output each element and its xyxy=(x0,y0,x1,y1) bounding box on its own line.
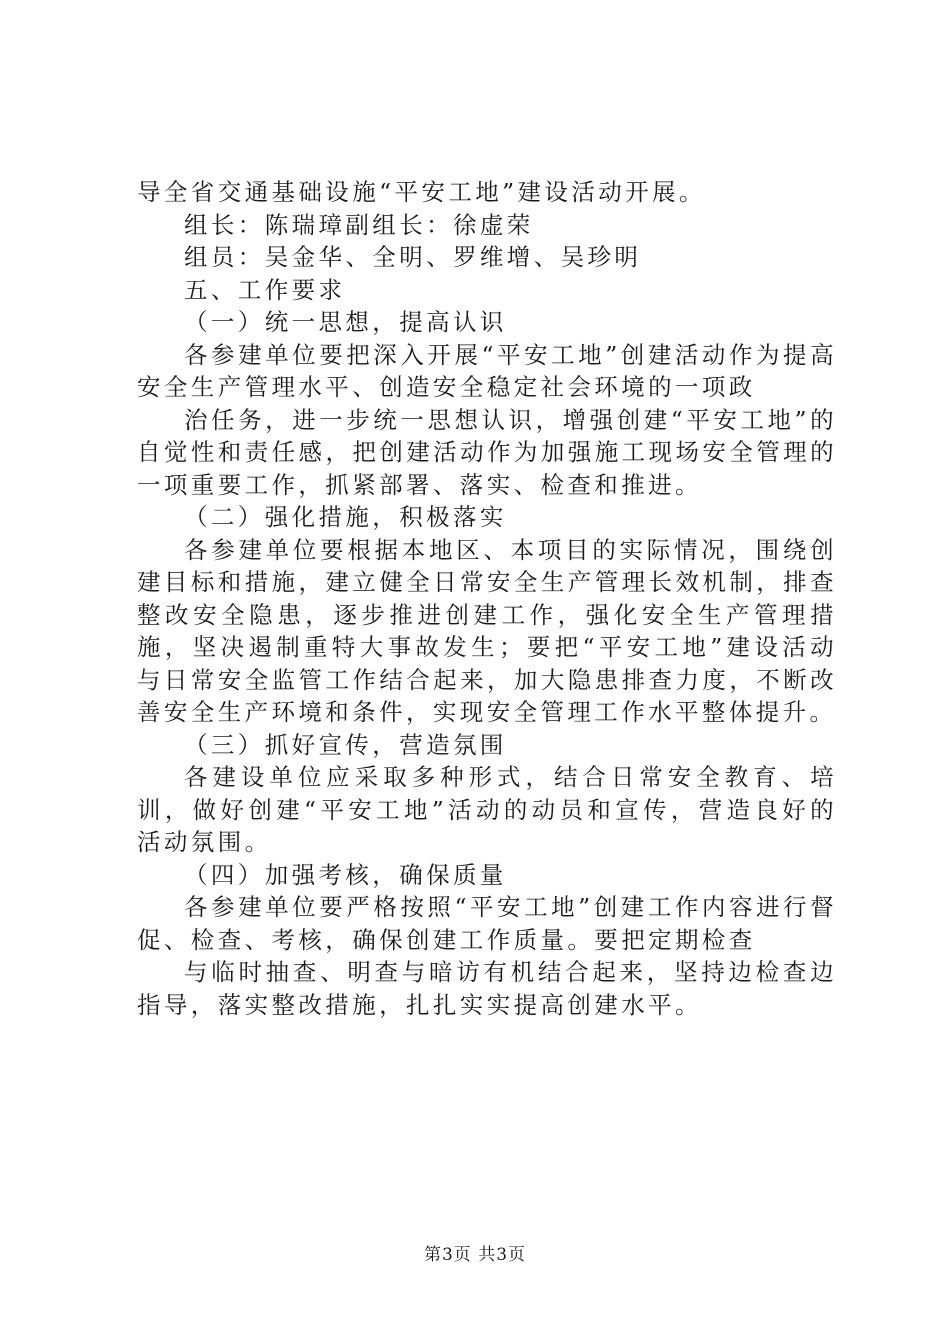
paragraph-group-leader: 组长：陈瑞璋副组长：徐虚荣 xyxy=(184,210,534,239)
paragraph-4b: 与临时抽查、明查与暗访有机结合起来，坚持边检查边指导，落实整改措施，扎扎实实提高创建水平。 xyxy=(137,958,837,1019)
paragraph-4a: 各参建单位要严格按照“平安工地”创建工作内容进行督促、检查、考核，确保创建工作质量。要把定期检查 xyxy=(137,893,837,954)
paragraph-2: 各参建单位要根据本地区、本项目的实际情况，围绕创建目标和措施，建立健全日常安全生产管理长效机制，排查整改安全隐患，逐步推进创建工作，强化安全生产管理措施，坚决遏制重特大事故发生；要把“平安工地”建设活动与日常安全监管工作结合起来，加大隐患排查力度，不断改善安全生产环境和条件，实现安全管理工作水平整体提升。 xyxy=(137,535,837,726)
subsection-heading-4: （四）加强考核，确保质量 xyxy=(184,860,507,889)
section-heading-work-requirements: 五、工作要求 xyxy=(184,275,346,304)
paragraph-3: 各建设单位应采取多种形式，结合日常安全教育、培训，做好创建“平安工地”活动的动员和宣传，营造良好的活动氛围。 xyxy=(137,763,837,856)
subsection-heading-1: （一）统一思想，提高认识 xyxy=(184,308,507,336)
subsection-heading-2: （二）强化措施，积极落实 xyxy=(184,503,507,531)
paragraph-1a: 各参建单位要把深入开展“平安工地”创建活动作为提高安全生产管理水平、创造安全稳定社会环境的一项政 xyxy=(137,340,837,401)
page-number-footer: 第3页 共3页 xyxy=(423,1245,527,1265)
document-body xyxy=(137,176,837,1021)
paragraph-1b: 治任务，进一步统一思想认识，增强创建“平安工地”的自觉性和责任感，把创建活动作为加强施工现场安全管理的一项重要工作，抓紧部署、落实、检查和推进。 xyxy=(137,405,837,499)
subsection-heading-3: （三）抓好宣传，营造氛围 xyxy=(184,730,507,759)
paragraph-group-members: 组员：吴金华、全明、罗维增、吴珍明 xyxy=(184,243,642,271)
paragraph-continuation: 导全省交通基础设施“平安工地”建设活动开展。 xyxy=(137,178,706,206)
